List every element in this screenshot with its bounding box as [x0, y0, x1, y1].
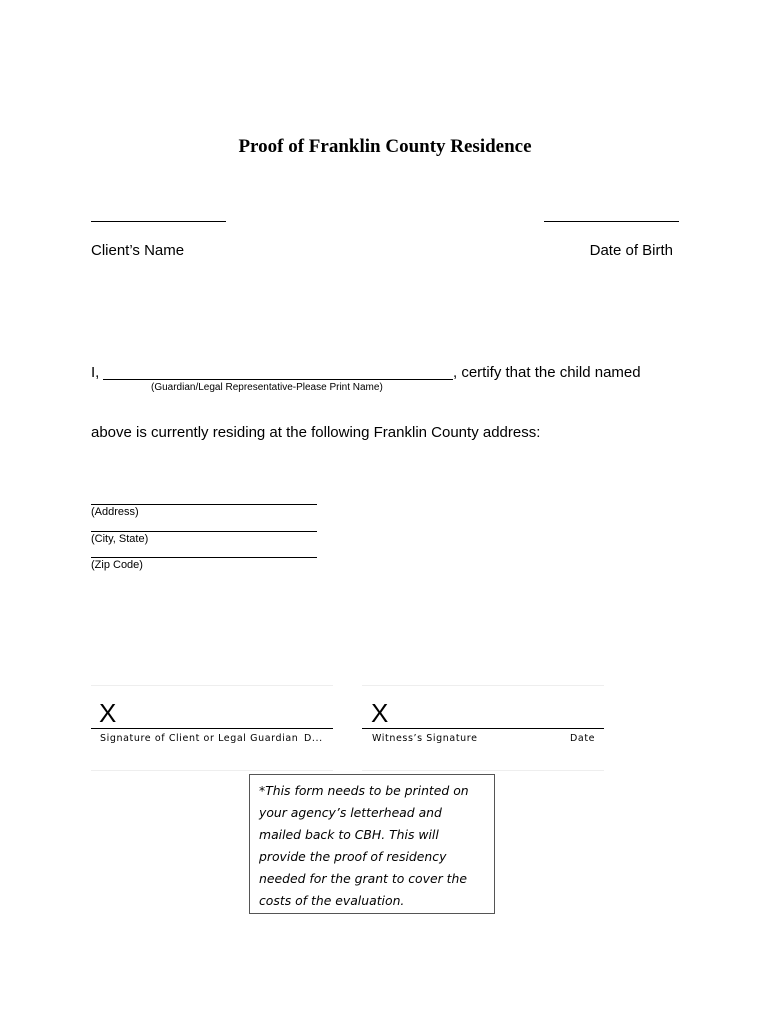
- client-signature-caption: Signature of Client or Legal Guardian: [100, 733, 299, 744]
- witness-signature-x-mark: X: [371, 698, 389, 728]
- guardian-name-line[interactable]: [103, 379, 453, 380]
- witness-signature-line[interactable]: [362, 728, 604, 729]
- client-date-caption: D...: [304, 733, 323, 744]
- zip-code-label: (Zip Code): [91, 559, 143, 571]
- witness-signature-caption: Witness’s Signature: [372, 733, 478, 744]
- client-signature-bottom-rule: [91, 770, 333, 771]
- letterhead-note-box: *This form needs to be printed on your agency’s letterhead and mailed back to CBH. This will provide the proof of residency needed for the grant to cover the costs of the evaluation.: [249, 774, 495, 914]
- city-state-line[interactable]: [91, 531, 317, 532]
- city-state-label: (City, State): [91, 533, 149, 545]
- page-title: Proof of Franklin County Residence: [238, 136, 532, 157]
- client-signature-x-mark: X: [99, 698, 117, 728]
- client-name-label: Client’s Name: [91, 242, 185, 259]
- guardian-hint: (Guardian/Legal Representative-Please Print Name): [151, 382, 383, 393]
- client-name-line[interactable]: [91, 221, 226, 222]
- client-signature-line[interactable]: [91, 728, 333, 729]
- residing-text: above is currently residing at the following Franklin County address:: [91, 424, 541, 441]
- date-of-birth-label: Date of Birth: [589, 242, 673, 259]
- witness-signature-bottom-rule: [362, 770, 604, 771]
- certify-prefix: I,: [91, 364, 100, 381]
- date-of-birth-line[interactable]: [544, 221, 679, 222]
- address-label: (Address): [91, 506, 139, 518]
- address-line[interactable]: [91, 504, 317, 505]
- client-signature-top-rule: [91, 685, 333, 686]
- witness-date-caption: Date: [570, 733, 596, 744]
- zip-code-line[interactable]: [91, 557, 317, 558]
- certify-suffix: , certify that the child named: [453, 364, 641, 381]
- witness-signature-top-rule: [362, 685, 604, 686]
